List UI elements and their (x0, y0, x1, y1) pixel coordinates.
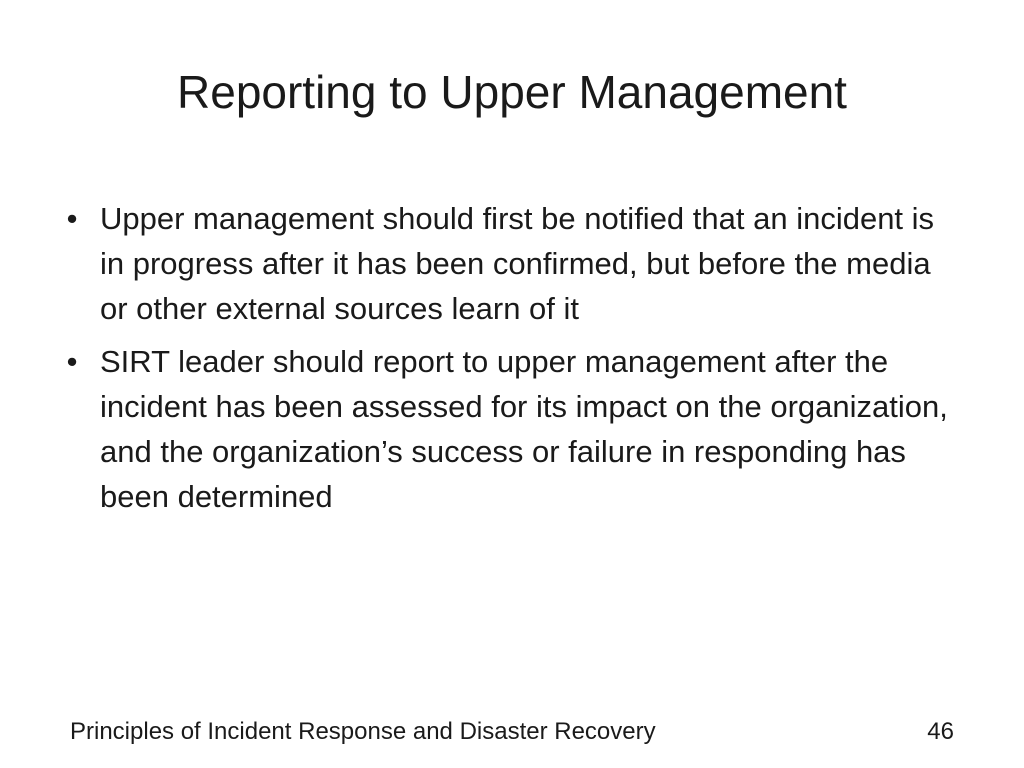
footer-course-title: Principles of Incident Response and Disaster Recovery (70, 718, 656, 745)
bullet-item (62, 196, 962, 331)
bullet-text: SIRT leader should report to upper management after the incident has been assessed for its impact on the organization, and the organization’s success or failure in responding has been determined (100, 344, 948, 514)
bullet-list (62, 196, 962, 527)
slide-title: Reporting to Upper Management (177, 66, 847, 118)
page-number: 46 (927, 718, 954, 745)
bullet-marker: • (66, 344, 78, 379)
bullet-text: Upper management should first be notified that an incident is in progress after it has been confirmed, but before the media or other external sources learn of it (100, 201, 935, 326)
bullet-item (62, 339, 962, 519)
bullet-marker: • (66, 201, 78, 236)
